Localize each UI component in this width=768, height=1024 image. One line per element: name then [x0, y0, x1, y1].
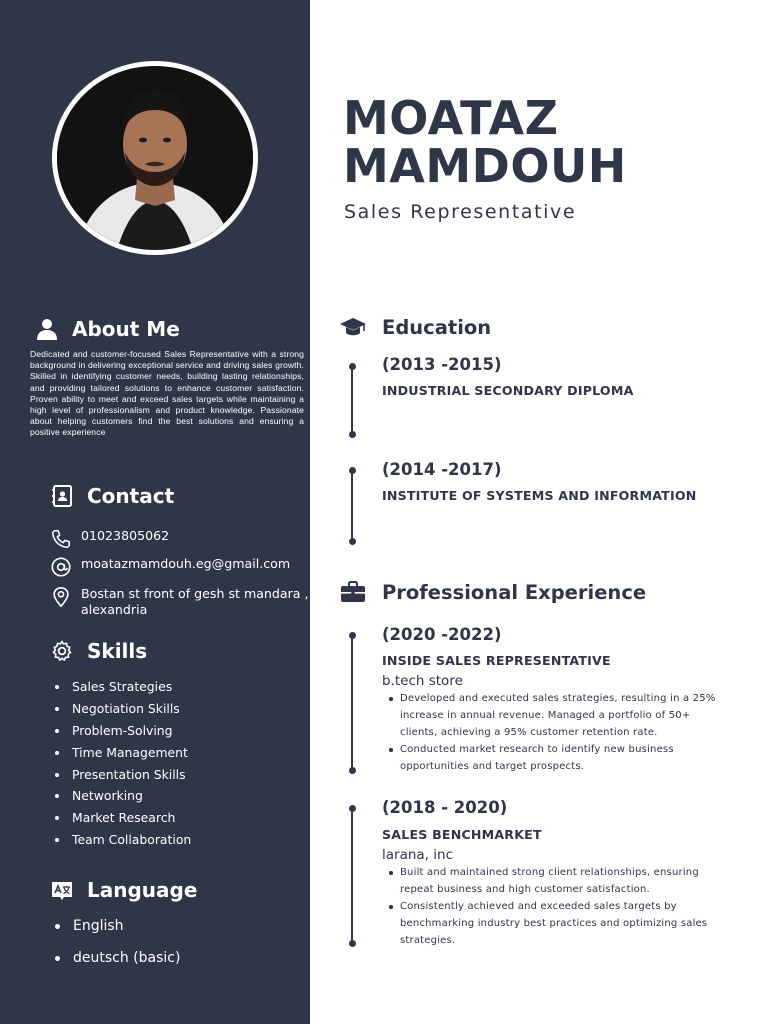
profile-photo: [57, 66, 253, 250]
skill-item: Networking: [55, 785, 191, 807]
about-text: Dedicated and customer-focused Sales Representative with a strong background in delivering exceptional service and driving sales growth. Skilled in identifying customer needs, building lasting relationships, and providing tailored solutions to enhance customer satisfaction. Proven ability to meet and exceed sales targets while maintaining a high level of professionalism and product knowledge. Passionate about helping customers find the best solutions and ensuring a positive experience: [30, 349, 304, 438]
timeline-dot: [349, 940, 356, 947]
education-title: INSTITUTE OF SYSTEMS AND INFORMATION: [382, 488, 697, 503]
contact-book-icon: [49, 483, 75, 509]
timeline-dot: [349, 538, 356, 545]
education-timeline-1: [350, 366, 354, 435]
experience-period: (2018 - 2020): [382, 798, 508, 817]
last-name: MAMDOUH: [343, 139, 627, 193]
translate-icon: [49, 877, 75, 903]
full-name: [343, 91, 627, 193]
education-title: INDUSTRIAL SECONDARY DIPLOMA: [382, 383, 634, 398]
experience-company: b.tech store: [382, 673, 463, 689]
language-list: [55, 915, 180, 978]
timeline-line: [351, 808, 353, 944]
profile-photo-frame: [52, 61, 258, 255]
experience-bullet: Conducted market research to identify new business opportunities and target prospects.: [386, 741, 731, 775]
experience-heading-label: Professional Experience: [382, 580, 647, 604]
timeline-line: [351, 635, 353, 771]
address-text: Bostan st front of gesh st mandara , alexandria: [81, 586, 309, 617]
first-name: MOATAZ: [343, 91, 559, 145]
education-heading-label: Education: [382, 315, 492, 339]
about-heading: [34, 316, 180, 342]
education-period: (2014 -2017): [382, 460, 502, 479]
timeline-dot: [349, 632, 356, 639]
sidebar: [0, 0, 310, 1024]
location-pin-icon: [50, 586, 72, 608]
experience-timeline-1: [350, 635, 354, 771]
contact-heading: [49, 483, 174, 509]
skills-heading: [49, 638, 147, 664]
experience-heading: [338, 577, 646, 607]
education-heading: [338, 312, 491, 342]
skill-item: Market Research: [55, 807, 191, 829]
contact-address: [50, 586, 311, 618]
experience-title: INSIDE SALES REPRESENTATIVE: [382, 653, 611, 668]
graduation-cap-icon: [338, 312, 368, 342]
skill-item: Negotiation Skills: [55, 698, 191, 720]
contact-email[interactable]: [50, 556, 311, 578]
experience-bullets: [386, 690, 731, 775]
experience-bullet: Built and maintained strong client relationships, ensuring repeat business and high customer satisfaction.: [386, 864, 731, 898]
person-icon: [34, 316, 60, 342]
phone-number: 01023805062: [81, 528, 170, 543]
language-heading-label: Language: [87, 878, 198, 902]
skill-item: Presentation Skills: [55, 764, 191, 786]
skill-item: Time Management: [55, 742, 191, 764]
job-role: Sales Representative: [344, 201, 577, 223]
skills-heading-label: Skills: [87, 639, 148, 663]
education-period: (2013 -2015): [382, 355, 502, 374]
timeline-dot: [349, 767, 356, 774]
briefcase-icon: [338, 577, 368, 607]
language-heading: [49, 877, 197, 903]
skill-item: Sales Strategies: [55, 676, 191, 698]
experience-company: larana, inc: [382, 847, 453, 863]
skill-item: Problem-Solving: [55, 720, 191, 742]
experience-bullet: Consistently achieved and exceeded sales targets by benchmarking industry best practices and optimizing sales strategies.: [386, 898, 731, 949]
language-item: deutsch (basic): [55, 947, 180, 979]
email-address: moatazmamdouh.eg@gmail.com: [81, 556, 291, 571]
education-timeline-2: [350, 470, 354, 542]
at-sign-icon: [50, 556, 72, 578]
experience-bullets: [386, 864, 731, 949]
timeline-line: [351, 470, 353, 542]
timeline-dot: [349, 363, 356, 370]
gear-icon: [49, 638, 75, 664]
timeline-dot: [349, 467, 356, 474]
skill-item: Team Collaboration: [55, 829, 191, 851]
experience-timeline-2: [350, 808, 354, 944]
skills-list: [55, 676, 191, 851]
timeline-dot: [349, 431, 356, 438]
experience-title: SALES BENCHMARKET: [382, 827, 542, 842]
about-heading-label: About Me: [72, 317, 180, 341]
contact-heading-label: Contact: [87, 484, 175, 508]
timeline-dot: [349, 805, 356, 812]
timeline-line: [351, 366, 353, 435]
language-item: English: [55, 915, 180, 947]
phone-icon: [50, 528, 72, 550]
contact-phone[interactable]: [50, 528, 311, 550]
experience-bullet: Developed and executed sales strategies, resulting in a 25% increase in annual revenue. Managed a portfolio of 50+ clients, achieving a 95% customer retention rate.: [386, 690, 731, 741]
experience-period: (2020 -2022): [382, 625, 502, 644]
